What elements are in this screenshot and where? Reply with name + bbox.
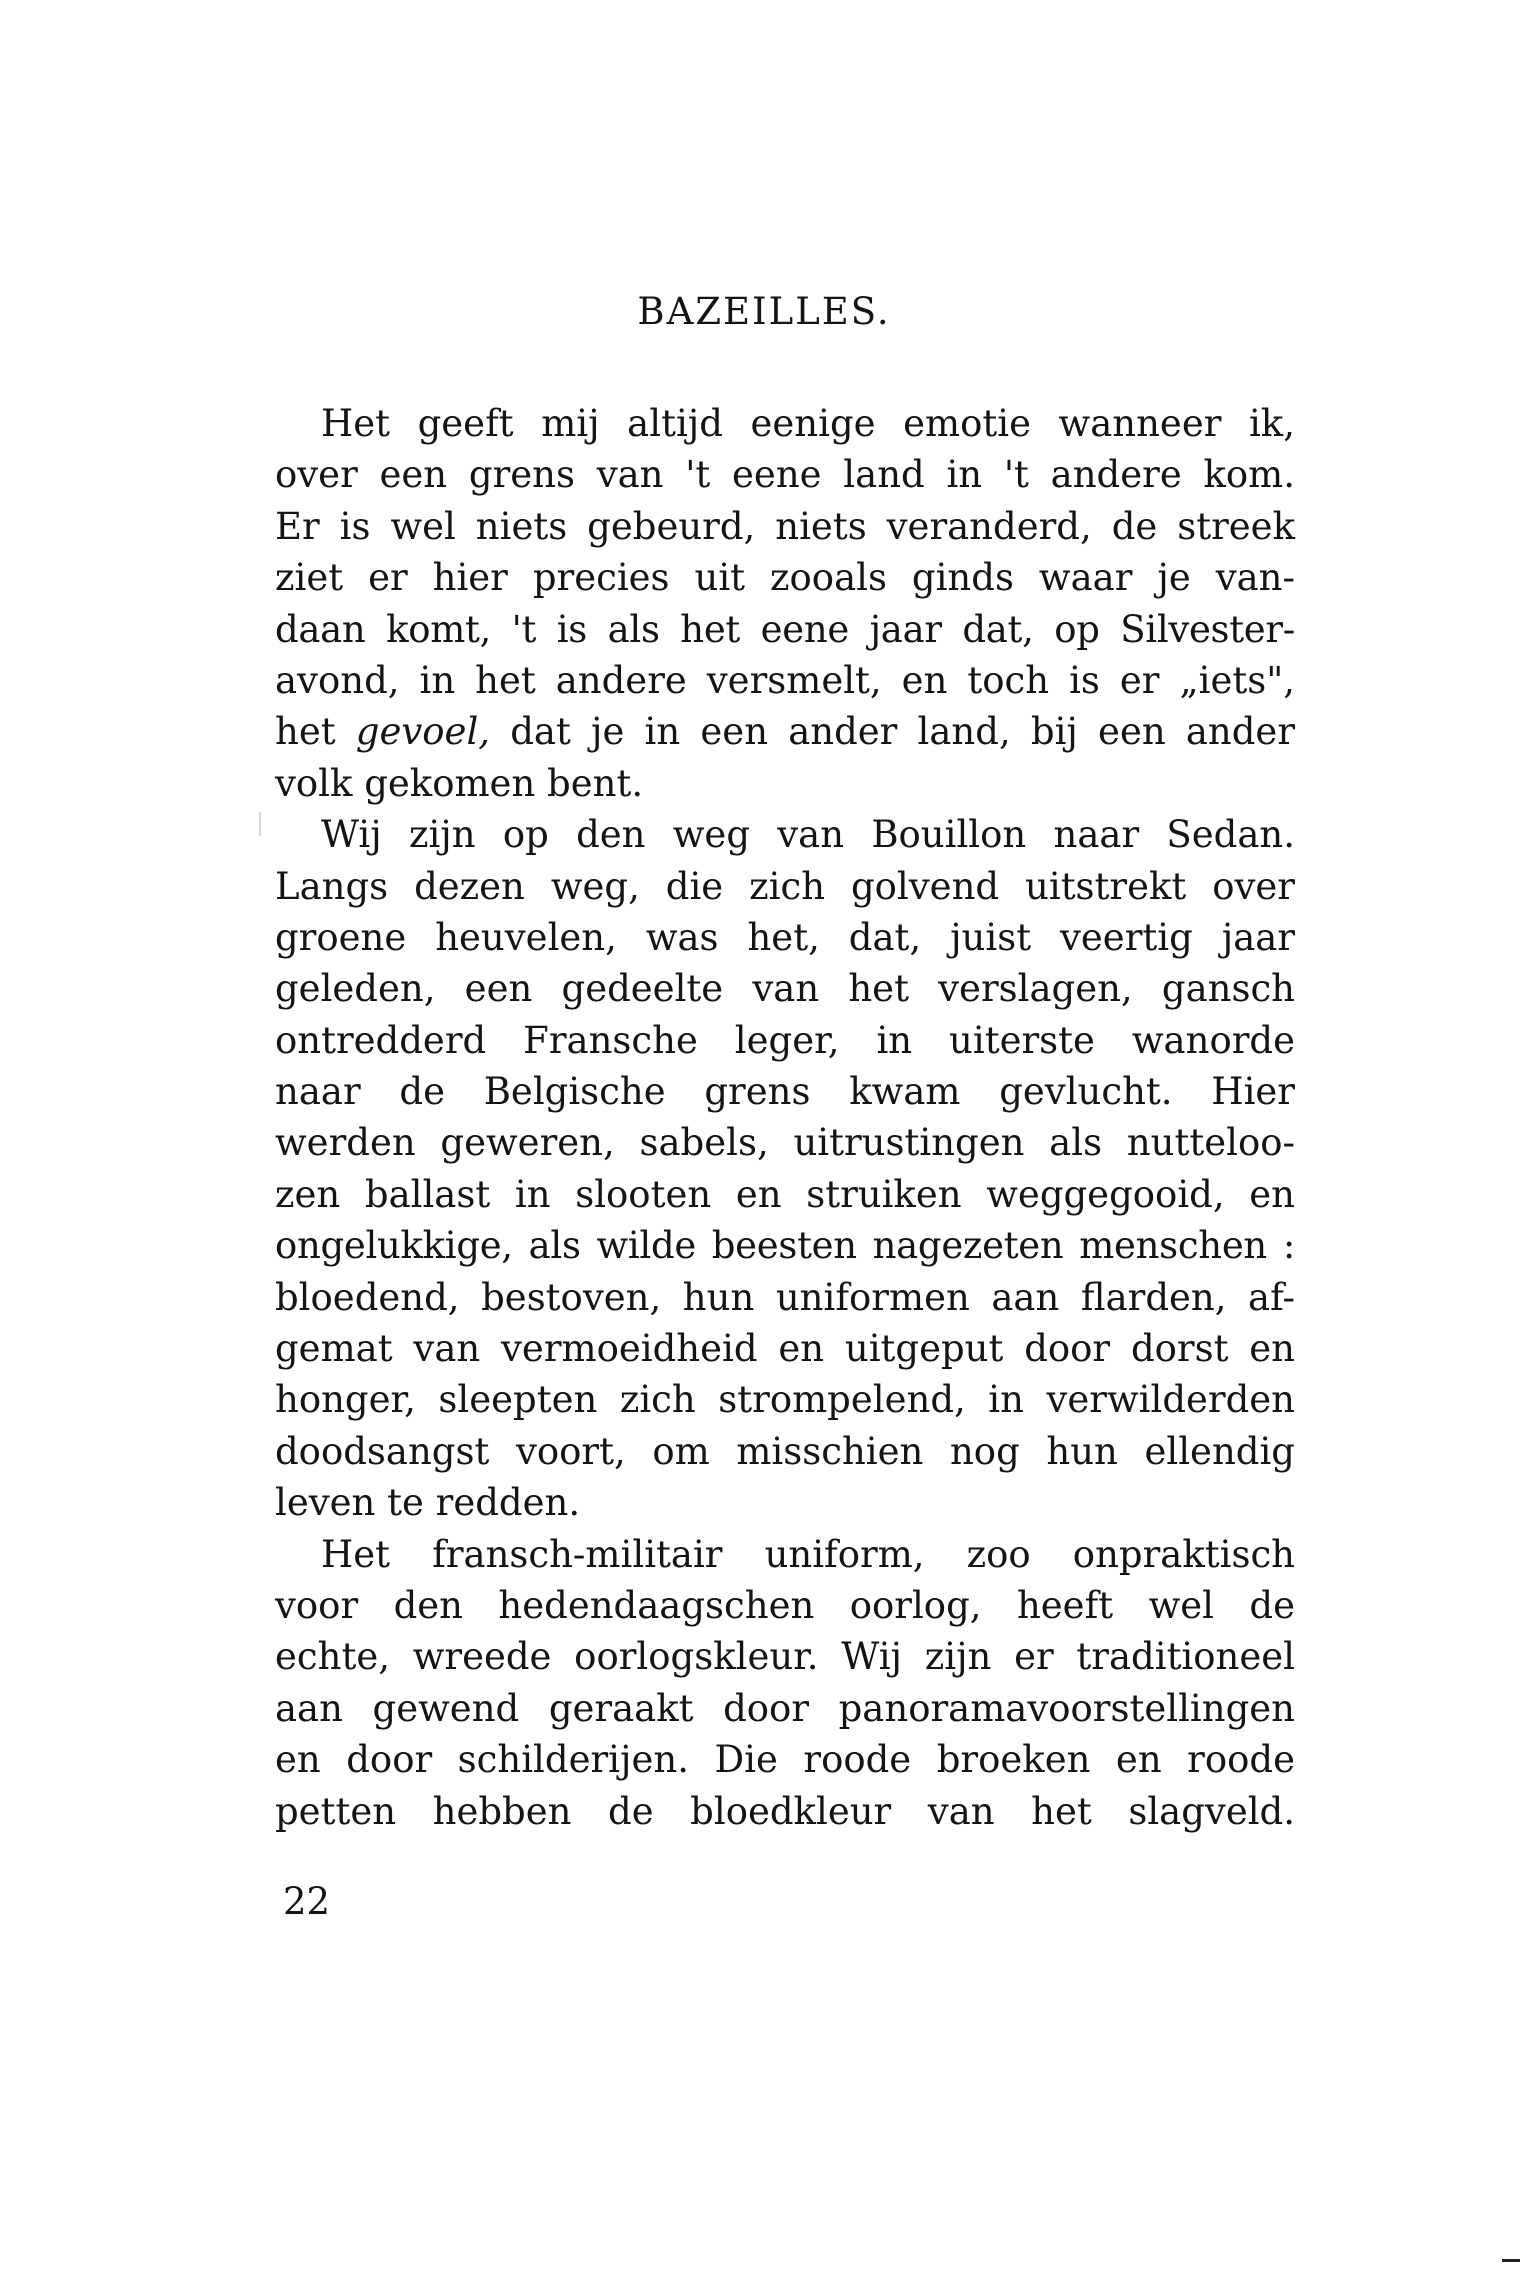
text-line: werden geweren, sabels, uitrustingen als nutteloo- xyxy=(275,1121,1295,1165)
text-line: naar de Belgische grens kwam gevlucht. Hier xyxy=(275,1070,1295,1114)
text-line: echte, wreede oorlogskleur. Wij zijn er traditioneel xyxy=(275,1635,1295,1679)
text-line xyxy=(275,706,1295,757)
text-line: volk gekomen bent. xyxy=(275,761,644,805)
body-text xyxy=(275,398,1295,1837)
text-line: aan gewend geraakt door panoramavoorstellingen xyxy=(275,1686,1295,1730)
text-line: Er is wel niets gebeurd, niets veranderd, de streek xyxy=(275,504,1295,548)
text-segment: dat je in een ander land, bij een ander xyxy=(490,710,1296,754)
italic-word: gevoel, xyxy=(355,710,491,754)
chapter-title: BAZEILLES. xyxy=(637,290,891,333)
scan-edge-mark xyxy=(1502,2259,1520,2262)
margin-speck xyxy=(259,812,261,836)
text-line: avond, in het andere versmelt, en toch is er „iets", xyxy=(275,658,1295,702)
text-segment: het xyxy=(275,710,356,754)
text-line: gemat van vermoeidheid en uitgeput door dorst en xyxy=(275,1327,1295,1371)
text-line: ongelukkige, als wilde beesten nagezeten menschen : xyxy=(275,1224,1295,1268)
text-line: Het fransch-militair uniform, zoo onpraktisch xyxy=(321,1532,1295,1576)
text-line: leven te redden. xyxy=(275,1481,581,1525)
text-line: ontredderd Fransche leger, in uiterste wanorde xyxy=(275,1018,1295,1062)
text-line: zen ballast in slooten en struiken weggegooid, en xyxy=(275,1172,1295,1216)
text-line: Het geeft mij altijd eenige emotie wanneer ik, xyxy=(321,402,1295,445)
text-line: Wij zijn op den weg van Bouillon naar Sedan. xyxy=(321,813,1295,857)
text-line: honger, sleepten zich strompelend, in verwilderden xyxy=(275,1378,1295,1422)
text-line: doodsangst voort, om misschien nog hun ellendig xyxy=(275,1429,1295,1473)
text-line: over een grens van 't eene land in 't andere kom. xyxy=(275,453,1295,497)
text-line: ziet er hier precies uit zooals ginds waar je van- xyxy=(275,556,1295,600)
text-line: petten hebben de bloedkleur van het slagveld. xyxy=(275,1789,1295,1833)
text-line: bloedend, bestoven, hun uniformen aan flarden, af- xyxy=(275,1275,1295,1319)
text-line: geleden, een gedeelte van het verslagen, gansch xyxy=(275,967,1295,1011)
text-line: en door schilderijen. Die roode broeken en roode xyxy=(275,1738,1295,1782)
text-line: Langs dezen weg, die zich golvend uitstrekt over xyxy=(275,864,1295,908)
text-line: daan komt, 't is als het eene jaar dat, op Silvester- xyxy=(275,607,1295,651)
text-line: groene heuvelen, was het, dat, juist veertig jaar xyxy=(275,915,1295,959)
page-number: 22 xyxy=(283,1880,331,1923)
text-line: voor den hedendaagschen oorlog, heeft wel de xyxy=(275,1583,1295,1627)
